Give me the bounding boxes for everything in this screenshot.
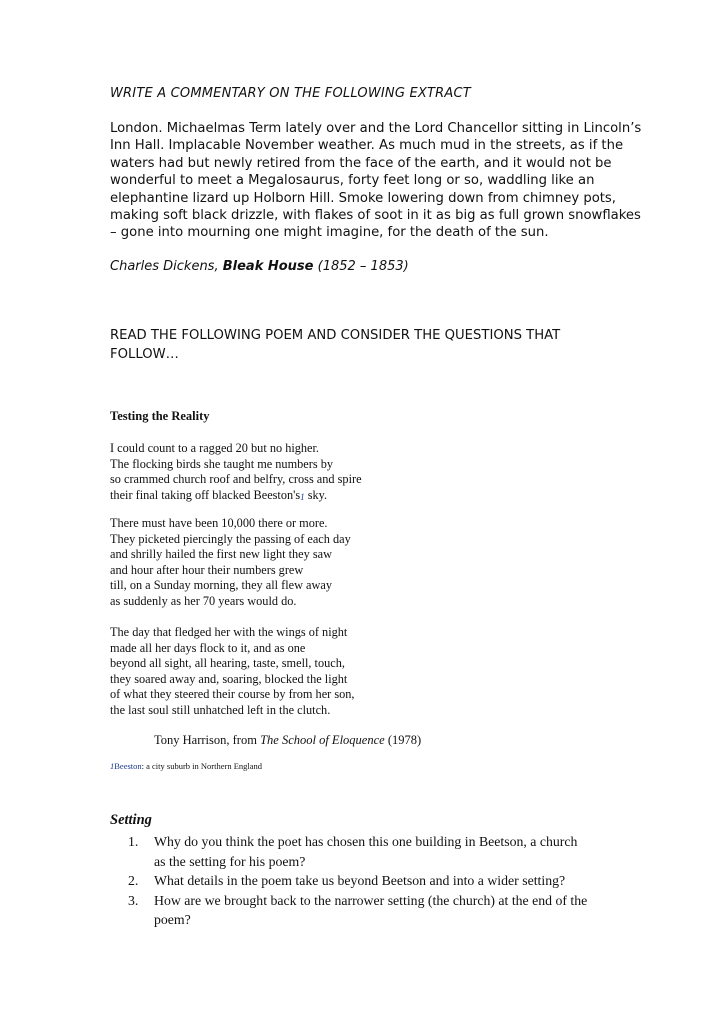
credit-work: The School of Eloquence — [260, 733, 385, 747]
question-item — [128, 871, 628, 891]
poem-line-end: sky. — [304, 487, 328, 502]
extract-attribution — [110, 259, 409, 274]
author-name: Charles Dickens, — [110, 259, 219, 274]
question-line: as the setting for his poem? — [154, 853, 306, 869]
question-number: 1. — [128, 834, 139, 849]
footnote — [110, 761, 262, 771]
poem-stanza-1 — [110, 441, 362, 505]
question-number: 2. — [128, 873, 139, 888]
question-text — [154, 871, 628, 891]
extract-line: waters had but newly retired from the face of the earth, and it would not be — [110, 155, 612, 171]
poem-line: They picketed piercingly the passing of each day — [110, 531, 351, 546]
question-text — [154, 891, 628, 930]
extract-line: making soft black drizzle, with flakes of soot in it as big as full grown snowflakes — [110, 208, 641, 224]
poem-line: till, on a Sunday morning, they all flew away — [110, 578, 332, 592]
extract-line: elephantine lizard up Holborn Hill. Smoke lowering down from chimney pots, — [110, 190, 616, 206]
poem-section-heading — [110, 326, 560, 364]
question-text — [154, 832, 628, 871]
poem-line: the last soul still unhatched left in the clutch. — [110, 702, 331, 717]
poem-line: There must have been 10,000 there or more. — [110, 516, 328, 530]
footnote-mark: 1 — [110, 761, 115, 771]
question-number: 3. — [128, 892, 139, 908]
question-line: What details in the poem take us beyond Beetson and into a wider setting? — [154, 873, 566, 888]
question-line: Why do you think the poet has chosen this one building in Beetson, a church — [154, 834, 578, 849]
heading-line: READ THE FOLLOWING POEM AND CONSIDER THE QUESTIONS THAT — [110, 328, 561, 343]
poem-line: and hour after hour their numbers grew — [110, 562, 304, 577]
question-line: How are we brought back to the narrower setting (the church) at the end of the — [154, 892, 588, 908]
extract-line: Inn Hall. Implacable November weather. As much mud in the streets, as if the — [110, 138, 624, 154]
extract-line: London. Michaelmas Term lately over and the Lord Chancellor sitting in Lincoln’s — [110, 121, 642, 136]
poem-line: and shrilly hailed the first new light they saw — [110, 547, 332, 561]
poem-title: Testing the Reality — [110, 409, 210, 423]
poem-credit — [154, 733, 421, 748]
poem-line: of what they steered their course by from her son, — [110, 687, 355, 701]
footnote-text: : a city suburb in Northern England — [141, 761, 263, 771]
setting-title: Setting — [110, 812, 152, 828]
poem-line: beyond all sight, all hearing, taste, smell, touch, — [110, 656, 345, 670]
poem-line: as suddenly as her 70 years would do. — [110, 593, 297, 608]
poem-line: made all her days flock to it, and as one — [110, 640, 306, 655]
poem-line: The flocking birds she taught me numbers by — [110, 456, 334, 471]
question-item — [128, 832, 628, 871]
footnote-reference[interactable]: 1 — [300, 491, 305, 502]
question-line: poem? — [154, 912, 191, 927]
poem-line: I could count to a ragged 20 but no higher. — [110, 441, 319, 455]
extract-line: – gone into mourning one might imagine, for the death of the sun. — [110, 225, 549, 241]
credit-prefix: Tony Harrison, from — [154, 733, 261, 747]
poem-line-text: their final taking off blacked Beeston's — [110, 487, 301, 502]
poem-line: The day that fledged her with the wings of night — [110, 625, 348, 639]
poem-line: they soared away and, soaring, blocked the light — [110, 671, 348, 686]
footnote-link[interactable]: Beeston — [114, 761, 142, 771]
setting-questions — [128, 832, 628, 930]
question-item — [128, 891, 628, 930]
credit-year: (1978) — [384, 733, 422, 747]
heading-line: FOLLOW… — [110, 347, 179, 362]
dickens-extract — [110, 120, 642, 242]
work-title: Bleak House — [222, 259, 314, 274]
poem-line: so crammed church roof and belfry, cross and spire — [110, 472, 362, 486]
work-years: (1852 – 1853) — [317, 259, 409, 274]
poem-stanza-3 — [110, 625, 355, 718]
poem-stanza-2 — [110, 516, 351, 609]
poem-line — [110, 488, 362, 506]
extract-line: wonderful to meet a Megalosaurus, forty feet long or so, waddling like an — [110, 173, 595, 189]
commentary-heading: WRITE A COMMENTARY ON THE FOLLOWING EXTRACT — [110, 86, 471, 101]
